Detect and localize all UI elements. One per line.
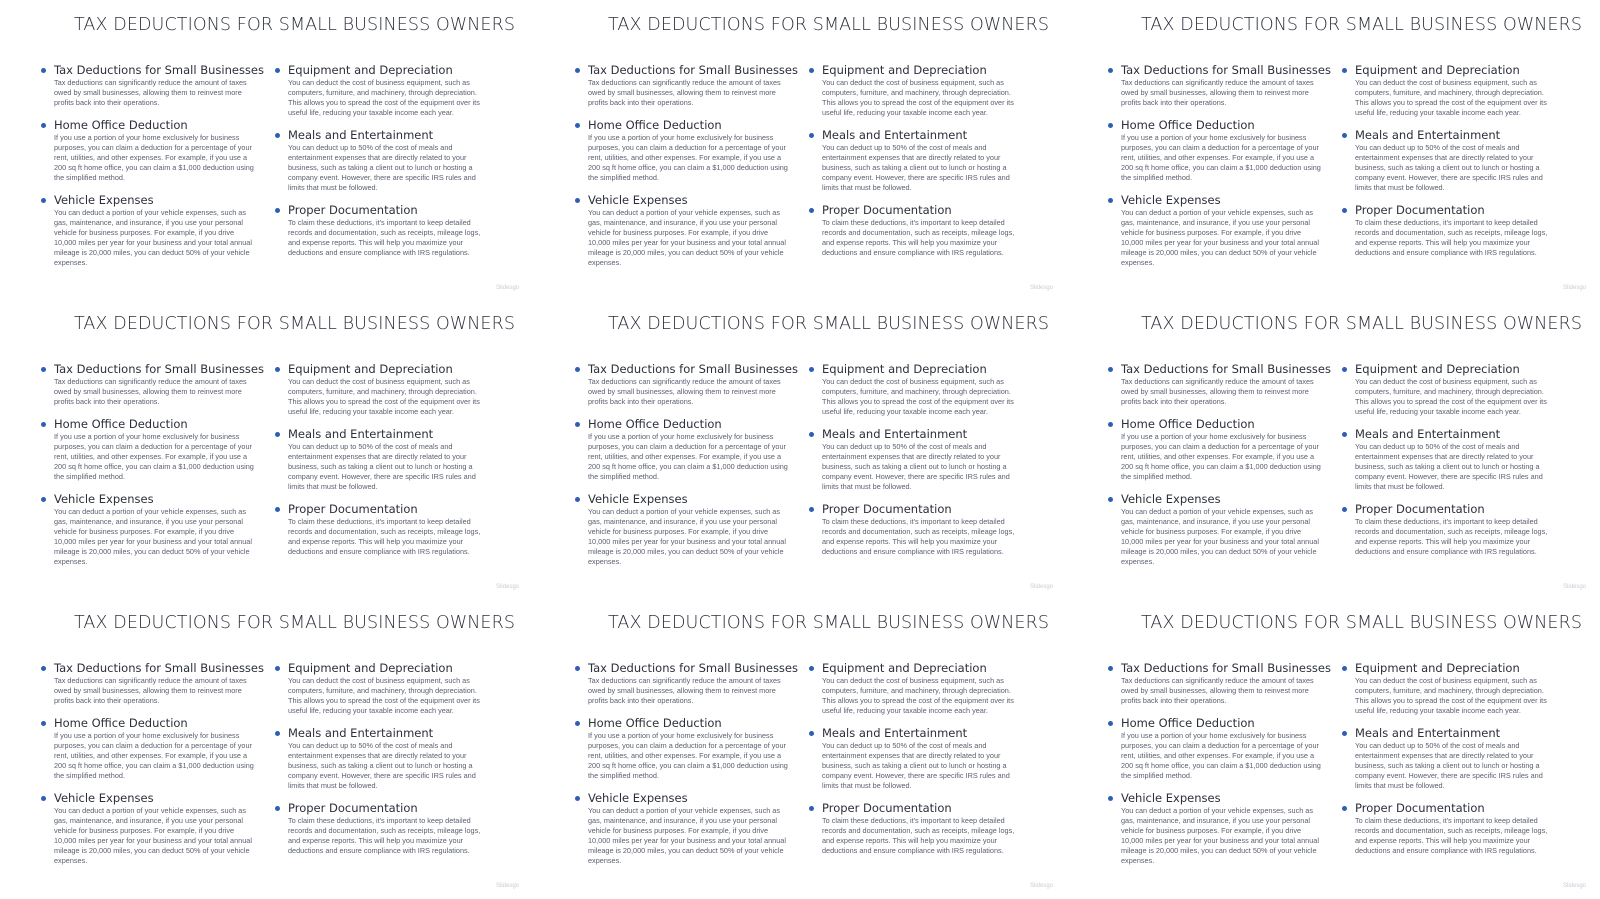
item-heading: Tax Deductions for Small Businesses (54, 661, 264, 675)
bullet-icon (1108, 367, 1113, 372)
item-body: You can deduct a portion of your vehicle expenses, such as gas, maintenance, and insurance, if you use your personal vehicle for business purposes. For example, if you drive 10,000 miles per year for your business and your total annual mileage is 20,000 miles, you can deduct 50% of your vehicle expenses. (588, 806, 786, 865)
item-body: If you use a portion of your home exclusively for business purposes, you can claim a deduction for a percentage of your rent, utilities, and other expenses. For example, if you use a 200 sq ft home office, you can claim a $1,000 deduction using the simplified method. (1121, 432, 1321, 481)
slide-title: TAX DEDUCTIONS FOR SMALL BUSINESS OWNERS (1141, 613, 1583, 633)
bullet-icon (1108, 123, 1113, 128)
bullet-icon (575, 123, 580, 128)
item-heading: Meals and Entertainment (1355, 726, 1501, 740)
left-column (574, 661, 798, 876)
list-item (574, 118, 792, 183)
item-heading: Vehicle Expenses (588, 193, 688, 207)
item-body: Tax deductions can significantly reduce the amount of taxes owed by small businesses, allowing them to reinvest more profits back into their operations. (588, 676, 781, 705)
item-heading: Proper Documentation (288, 203, 418, 217)
list-item (1107, 791, 1325, 866)
item-body: To claim these deductions, it's important to keep detailed records and documentation, such as receipts, mileage logs, and expense reports. This will help you maximize your deductions and ensure compliance with IRS regulations. (1355, 816, 1548, 855)
bullet-icon (1108, 198, 1113, 203)
slide-thumbnail[interactable] (0, 299, 533, 598)
item-body: You can deduct a portion of your vehicle expenses, such as gas, maintenance, and insurance, if you use your personal vehicle for business purposes. For example, if you drive 10,000 miles per year for your business and your total annual mileage is 20,000 miles, you can deduct 50% of your vehicle expenses. (588, 507, 786, 566)
list-item (574, 492, 792, 567)
item-heading: Proper Documentation (822, 502, 952, 516)
watermark-logo: Slidesgo (1029, 883, 1053, 889)
bullet-icon (575, 422, 580, 427)
item-body: If you use a portion of your home exclusively for business purposes, you can claim a deduction for a percentage of your rent, utilities, and other expenses. For example, if you use a 200 sq ft home office, you can claim a $1,000 deduction using the simplified method. (588, 731, 788, 780)
left-column (574, 362, 798, 577)
list-item (274, 502, 492, 557)
item-heading: Tax Deductions for Small Businesses (54, 63, 264, 77)
bullet-icon (41, 422, 46, 427)
item-heading: Meals and Entertainment (288, 726, 434, 740)
left-column (1107, 661, 1331, 876)
slide-thumbnail[interactable] (1067, 0, 1600, 299)
list-item (40, 63, 264, 108)
bullet-icon (809, 666, 814, 671)
list-item (1107, 417, 1325, 482)
item-heading: Home Office Deduction (54, 716, 188, 730)
item-body: You can deduct up to 50% of the cost of meals and entertainment expenses that are directly related to your business, such as taking a client out to lunch or hosting a company event. However, there are specific IRS rules and limits that must be followed. (288, 442, 476, 491)
watermark-logo: Slidesgo (1029, 584, 1053, 590)
item-body: You can deduct a portion of your vehicle expenses, such as gas, maintenance, and insurance, if you use your personal vehicle for business purposes. For example, if you drive 10,000 miles per year for your business and your total annual mileage is 20,000 miles, you can deduct 50% of your vehicle expenses. (588, 208, 786, 267)
left-column (40, 661, 264, 876)
list-item (1341, 801, 1559, 856)
list-item (40, 492, 258, 567)
list-item (40, 791, 258, 866)
item-heading: Home Office Deduction (1121, 716, 1255, 730)
bullet-icon (275, 367, 280, 372)
bullet-icon (1108, 721, 1113, 726)
item-heading: Vehicle Expenses (54, 193, 154, 207)
slide-thumbnail[interactable] (1067, 598, 1600, 897)
list-item (274, 427, 492, 492)
item-body: You can deduct the cost of business equipment, such as computers, furniture, and machinery, through depreciation. This allows you to spread the cost of the equipment over its useful life, reducing your taxable income each year. (822, 78, 1014, 117)
bullet-icon (275, 133, 280, 138)
item-heading: Proper Documentation (288, 502, 418, 516)
watermark-logo: Slidesgo (1562, 883, 1586, 889)
item-body: If you use a portion of your home exclusively for business purposes, you can claim a deduction for a percentage of your rent, utilities, and other expenses. For example, if you use a 200 sq ft home office, you can claim a $1,000 deduction using the simplified method. (54, 432, 254, 481)
item-body: You can deduct the cost of business equipment, such as computers, furniture, and machinery, through depreciation. This allows you to spread the cost of the equipment over its useful life, reducing your taxable income each year. (822, 377, 1014, 416)
right-column (808, 63, 1026, 268)
slide-title: TAX DEDUCTIONS FOR SMALL BUSINESS OWNERS (608, 314, 1050, 334)
item-heading: Tax Deductions for Small Businesses (1121, 661, 1331, 675)
item-body: You can deduct the cost of business equipment, such as computers, furniture, and machinery, through depreciation. This allows you to spread the cost of the equipment over its useful life, reducing your taxable income each year. (288, 78, 480, 117)
watermark-logo: Slidesgo (495, 584, 519, 590)
item-body: If you use a portion of your home exclusively for business purposes, you can claim a deduction for a percentage of your rent, utilities, and other expenses. For example, if you use a 200 sq ft home office, you can claim a $1,000 deduction using the simplified method. (588, 133, 788, 182)
right-column (1341, 661, 1559, 866)
item-heading: Vehicle Expenses (54, 492, 154, 506)
list-item (808, 128, 1026, 193)
bullet-icon (575, 666, 580, 671)
item-body: Tax deductions can significantly reduce the amount of taxes owed by small businesses, allowing them to reinvest more profits back into their operations. (54, 377, 247, 406)
item-heading: Meals and Entertainment (822, 128, 968, 142)
item-heading: Home Office Deduction (588, 417, 722, 431)
slide-thumbnail[interactable] (0, 598, 533, 897)
slide-thumbnail[interactable] (534, 299, 1067, 598)
bullet-icon (1108, 497, 1113, 502)
item-body: If you use a portion of your home exclusively for business purposes, you can claim a deduction for a percentage of your rent, utilities, and other expenses. For example, if you use a 200 sq ft home office, you can claim a $1,000 deduction using the simplified method. (54, 133, 254, 182)
item-heading: Meals and Entertainment (1355, 128, 1501, 142)
item-heading: Home Office Deduction (588, 716, 722, 730)
item-heading: Proper Documentation (822, 801, 952, 815)
item-heading: Meals and Entertainment (288, 128, 434, 142)
list-item (274, 362, 492, 417)
bullet-icon (41, 367, 46, 372)
item-body: You can deduct up to 50% of the cost of meals and entertainment expenses that are directly related to your business, such as taking a client out to lunch or hosting a company event. However, there are specific IRS rules and limits that must be followed. (822, 741, 1010, 790)
item-heading: Tax Deductions for Small Businesses (588, 63, 798, 77)
bullet-icon (41, 666, 46, 671)
list-item (1107, 63, 1331, 108)
bullet-icon (1108, 422, 1113, 427)
item-heading: Equipment and Depreciation (288, 661, 453, 675)
list-item (808, 661, 1026, 716)
item-body: Tax deductions can significantly reduce the amount of taxes owed by small businesses, allowing them to reinvest more profits back into their operations. (588, 377, 781, 406)
list-item (808, 801, 1026, 856)
item-body: You can deduct up to 50% of the cost of meals and entertainment expenses that are directly related to your business, such as taking a client out to lunch or hosting a company event. However, there are specific IRS rules and limits that must be followed. (822, 143, 1010, 192)
list-item (1107, 492, 1325, 567)
slide-title: TAX DEDUCTIONS FOR SMALL BUSINESS OWNERS (1141, 15, 1583, 35)
item-heading: Equipment and Depreciation (822, 661, 987, 675)
slide-title: TAX DEDUCTIONS FOR SMALL BUSINESS OWNERS (1141, 314, 1583, 334)
list-item (808, 502, 1026, 557)
bullet-icon (275, 208, 280, 213)
bullet-icon (41, 796, 46, 801)
bullet-icon (1342, 208, 1347, 213)
item-body: To claim these deductions, it's important to keep detailed records and documentation, such as receipts, mileage logs, and expense reports. This will help you maximize your deductions and ensure compliance with IRS regulations. (1355, 218, 1548, 257)
item-heading: Proper Documentation (1355, 203, 1485, 217)
left-column (574, 63, 798, 278)
item-body: You can deduct a portion of your vehicle expenses, such as gas, maintenance, and insurance, if you use your personal vehicle for business purposes. For example, if you drive 10,000 miles per year for your business and your total annual mileage is 20,000 miles, you can deduct 50% of your vehicle expenses. (1121, 507, 1319, 566)
item-heading: Equipment and Depreciation (1355, 362, 1520, 376)
bullet-icon (809, 731, 814, 736)
bullet-icon (275, 432, 280, 437)
list-item (808, 203, 1026, 258)
bullet-icon (1342, 367, 1347, 372)
bullet-icon (809, 367, 814, 372)
bullet-icon (809, 507, 814, 512)
list-item (574, 417, 792, 482)
list-item (1341, 502, 1559, 557)
list-item (808, 63, 1026, 118)
item-body: To claim these deductions, it's important to keep detailed records and documentation, such as receipts, mileage logs, and expense reports. This will help you maximize your deductions and ensure compliance with IRS regulations. (288, 816, 481, 855)
item-heading: Equipment and Depreciation (1355, 661, 1520, 675)
item-body: You can deduct a portion of your vehicle expenses, such as gas, maintenance, and insurance, if you use your personal vehicle for business purposes. For example, if you drive 10,000 miles per year for your business and your total annual mileage is 20,000 miles, you can deduct 50% of your vehicle expenses. (54, 806, 252, 865)
bullet-icon (1342, 731, 1347, 736)
bullet-icon (275, 68, 280, 73)
item-body: Tax deductions can significantly reduce the amount of taxes owed by small businesses, allowing them to reinvest more profits back into their operations. (588, 78, 781, 107)
item-body: To claim these deductions, it's important to keep detailed records and documentation, such as receipts, mileage logs, and expense reports. This will help you maximize your deductions and ensure compliance with IRS regulations. (822, 218, 1015, 257)
item-heading: Vehicle Expenses (1121, 193, 1221, 207)
right-column (808, 362, 1026, 567)
item-body: To claim these deductions, it's important to keep detailed records and documentation, such as receipts, mileage logs, and expense reports. This will help you maximize your deductions and ensure compliance with IRS regulations. (822, 517, 1015, 556)
left-column (40, 362, 264, 577)
item-heading: Home Office Deduction (588, 118, 722, 132)
watermark-logo: Slidesgo (495, 883, 519, 889)
item-body: You can deduct up to 50% of the cost of meals and entertainment expenses that are directly related to your business, such as taking a client out to lunch or hosting a company event. However, there are specific IRS rules and limits that must be followed. (1355, 741, 1543, 790)
item-heading: Vehicle Expenses (1121, 791, 1221, 805)
item-body: You can deduct the cost of business equipment, such as computers, furniture, and machinery, through depreciation. This allows you to spread the cost of the equipment over its useful life, reducing your taxable income each year. (288, 676, 480, 715)
list-item (1107, 661, 1331, 706)
bullet-icon (809, 806, 814, 811)
list-item (574, 791, 792, 866)
item-body: You can deduct up to 50% of the cost of meals and entertainment expenses that are directly related to your business, such as taking a client out to lunch or hosting a company event. However, there are specific IRS rules and limits that must be followed. (1355, 442, 1543, 491)
bullet-icon (575, 721, 580, 726)
item-body: You can deduct up to 50% of the cost of meals and entertainment expenses that are directly related to your business, such as taking a client out to lunch or hosting a company event. However, there are specific IRS rules and limits that must be followed. (288, 741, 476, 790)
item-body: You can deduct a portion of your vehicle expenses, such as gas, maintenance, and insurance, if you use your personal vehicle for business purposes. For example, if you drive 10,000 miles per year for your business and your total annual mileage is 20,000 miles, you can deduct 50% of your vehicle expenses. (54, 208, 252, 267)
bullet-icon (809, 68, 814, 73)
slide-title: TAX DEDUCTIONS FOR SMALL BUSINESS OWNERS (74, 613, 516, 633)
right-column (274, 661, 492, 866)
item-body: You can deduct the cost of business equipment, such as computers, furniture, and machinery, through depreciation. This allows you to spread the cost of the equipment over its useful life, reducing your taxable income each year. (822, 676, 1014, 715)
left-column (40, 63, 264, 278)
list-item (40, 193, 258, 268)
bullet-icon (1108, 796, 1113, 801)
slide-thumbnail[interactable] (534, 0, 1067, 299)
left-column (1107, 362, 1331, 577)
right-column (1341, 63, 1559, 268)
bullet-icon (41, 123, 46, 128)
item-heading: Meals and Entertainment (822, 427, 968, 441)
item-heading: Equipment and Depreciation (822, 362, 987, 376)
list-item (808, 427, 1026, 492)
bullet-icon (41, 497, 46, 502)
bullet-icon (575, 367, 580, 372)
item-body: You can deduct up to 50% of the cost of meals and entertainment expenses that are directly related to your business, such as taking a client out to lunch or hosting a company event. However, there are specific IRS rules and limits that must be followed. (288, 143, 476, 192)
item-heading: Meals and Entertainment (1355, 427, 1501, 441)
item-heading: Proper Documentation (288, 801, 418, 815)
item-heading: Equipment and Depreciation (822, 63, 987, 77)
list-item (274, 63, 492, 118)
item-heading: Tax Deductions for Small Businesses (1121, 362, 1331, 376)
item-heading: Vehicle Expenses (1121, 492, 1221, 506)
list-item (274, 801, 492, 856)
item-body: To claim these deductions, it's important to keep detailed records and documentation, such as receipts, mileage logs, and expense reports. This will help you maximize your deductions and ensure compliance with IRS regulations. (288, 517, 481, 556)
list-item (808, 726, 1026, 791)
list-item (40, 716, 258, 781)
list-item (1341, 661, 1559, 716)
right-column (274, 362, 492, 567)
item-body: You can deduct the cost of business equipment, such as computers, furniture, and machinery, through depreciation. This allows you to spread the cost of the equipment over its useful life, reducing your taxable income each year. (1355, 676, 1547, 715)
item-heading: Tax Deductions for Small Businesses (54, 362, 264, 376)
item-heading: Tax Deductions for Small Businesses (588, 362, 798, 376)
list-item (574, 716, 792, 781)
list-item (574, 63, 798, 108)
item-body: You can deduct the cost of business equipment, such as computers, furniture, and machinery, through depreciation. This allows you to spread the cost of the equipment over its useful life, reducing your taxable income each year. (288, 377, 480, 416)
list-item (574, 193, 792, 268)
bullet-icon (809, 133, 814, 138)
bullet-icon (275, 731, 280, 736)
list-item (1107, 193, 1325, 268)
list-item (1107, 362, 1331, 407)
item-heading: Home Office Deduction (54, 417, 188, 431)
bullet-icon (809, 208, 814, 213)
item-heading: Vehicle Expenses (588, 492, 688, 506)
item-body: You can deduct a portion of your vehicle expenses, such as gas, maintenance, and insurance, if you use your personal vehicle for business purposes. For example, if you drive 10,000 miles per year for your business and your total annual mileage is 20,000 miles, you can deduct 50% of your vehicle expenses. (1121, 806, 1319, 865)
watermark-logo: Slidesgo (1562, 584, 1586, 590)
list-item (274, 128, 492, 193)
bullet-icon (575, 68, 580, 73)
item-body: Tax deductions can significantly reduce the amount of taxes owed by small businesses, allowing them to reinvest more profits back into their operations. (1121, 78, 1314, 107)
slide-thumbnail[interactable] (1067, 299, 1600, 598)
slide-title: TAX DEDUCTIONS FOR SMALL BUSINESS OWNERS (74, 15, 516, 35)
item-body: You can deduct a portion of your vehicle expenses, such as gas, maintenance, and insurance, if you use your personal vehicle for business purposes. For example, if you drive 10,000 miles per year for your business and your total annual mileage is 20,000 miles, you can deduct 50% of your vehicle expenses. (54, 507, 252, 566)
item-heading: Proper Documentation (1355, 801, 1485, 815)
item-heading: Home Office Deduction (54, 118, 188, 132)
bullet-icon (1342, 507, 1347, 512)
bullet-icon (575, 198, 580, 203)
bullet-icon (275, 806, 280, 811)
item-heading: Tax Deductions for Small Businesses (588, 661, 798, 675)
left-column (1107, 63, 1331, 278)
right-column (808, 661, 1026, 866)
slide-title: TAX DEDUCTIONS FOR SMALL BUSINESS OWNERS (608, 613, 1050, 633)
list-item (274, 726, 492, 791)
item-heading: Proper Documentation (1355, 502, 1485, 516)
item-body: You can deduct a portion of your vehicle expenses, such as gas, maintenance, and insurance, if you use your personal vehicle for business purposes. For example, if you drive 10,000 miles per year for your business and your total annual mileage is 20,000 miles, you can deduct 50% of your vehicle expenses. (1121, 208, 1319, 267)
bullet-icon (1342, 806, 1347, 811)
list-item (1341, 63, 1559, 118)
list-item (808, 362, 1026, 417)
item-body: You can deduct the cost of business equipment, such as computers, furniture, and machinery, through depreciation. This allows you to spread the cost of the equipment over its useful life, reducing your taxable income each year. (1355, 78, 1547, 117)
bullet-icon (1108, 666, 1113, 671)
watermark-logo: Slidesgo (1562, 285, 1586, 291)
item-body: You can deduct up to 50% of the cost of meals and entertainment expenses that are directly related to your business, such as taking a client out to lunch or hosting a company event. However, there are specific IRS rules and limits that must be followed. (1355, 143, 1543, 192)
item-body: Tax deductions can significantly reduce the amount of taxes owed by small businesses, allowing them to reinvest more profits back into their operations. (1121, 377, 1314, 406)
bullet-icon (1342, 68, 1347, 73)
list-item (274, 203, 492, 258)
bullet-icon (41, 68, 46, 73)
item-heading: Equipment and Depreciation (288, 362, 453, 376)
watermark-logo: Slidesgo (495, 285, 519, 291)
item-heading: Vehicle Expenses (588, 791, 688, 805)
item-heading: Equipment and Depreciation (288, 63, 453, 77)
item-heading: Equipment and Depreciation (1355, 63, 1520, 77)
list-item (40, 362, 264, 407)
item-heading: Home Office Deduction (1121, 118, 1255, 132)
item-heading: Proper Documentation (822, 203, 952, 217)
slide-thumbnail[interactable] (534, 598, 1067, 897)
item-body: To claim these deductions, it's important to keep detailed records and documentation, such as receipts, mileage logs, and expense reports. This will help you maximize your deductions and ensure compliance with IRS regulations. (822, 816, 1015, 855)
item-body: If you use a portion of your home exclusively for business purposes, you can claim a deduction for a percentage of your rent, utilities, and other expenses. For example, if you use a 200 sq ft home office, you can claim a $1,000 deduction using the simplified method. (1121, 133, 1321, 182)
item-body: You can deduct the cost of business equipment, such as computers, furniture, and machinery, through depreciation. This allows you to spread the cost of the equipment over its useful life, reducing your taxable income each year. (1355, 377, 1547, 416)
bullet-icon (41, 721, 46, 726)
list-item (1341, 362, 1559, 417)
bullet-icon (809, 432, 814, 437)
list-item (1341, 427, 1559, 492)
slide-title: TAX DEDUCTIONS FOR SMALL BUSINESS OWNERS (74, 314, 516, 334)
item-heading: Home Office Deduction (1121, 417, 1255, 431)
watermark-logo: Slidesgo (1029, 285, 1053, 291)
item-heading: Meals and Entertainment (822, 726, 968, 740)
bullet-icon (575, 497, 580, 502)
item-body: If you use a portion of your home exclusively for business purposes, you can claim a deduction for a percentage of your rent, utilities, and other expenses. For example, if you use a 200 sq ft home office, you can claim a $1,000 deduction using the simplified method. (588, 432, 788, 481)
item-body: Tax deductions can significantly reduce the amount of taxes owed by small businesses, allowing them to reinvest more profits back into their operations. (54, 78, 247, 107)
bullet-icon (275, 507, 280, 512)
item-body: Tax deductions can significantly reduce the amount of taxes owed by small businesses, allowing them to reinvest more profits back into their operations. (54, 676, 247, 705)
list-item (40, 118, 258, 183)
right-column (274, 63, 492, 268)
list-item (1341, 726, 1559, 791)
bullet-icon (1342, 133, 1347, 138)
list-item (274, 661, 492, 716)
item-body: To claim these deductions, it's important to keep detailed records and documentation, such as receipts, mileage logs, and expense reports. This will help you maximize your deductions and ensure compliance with IRS regulations. (1355, 517, 1548, 556)
list-item (574, 661, 798, 706)
list-item (1107, 118, 1325, 183)
item-heading: Meals and Entertainment (288, 427, 434, 441)
item-heading: Tax Deductions for Small Businesses (1121, 63, 1331, 77)
item-body: If you use a portion of your home exclusively for business purposes, you can claim a deduction for a percentage of your rent, utilities, and other expenses. For example, if you use a 200 sq ft home office, you can claim a $1,000 deduction using the simplified method. (54, 731, 254, 780)
bullet-icon (1342, 666, 1347, 671)
item-body: You can deduct up to 50% of the cost of meals and entertainment expenses that are directly related to your business, such as taking a client out to lunch or hosting a company event. However, there are specific IRS rules and limits that must be followed. (822, 442, 1010, 491)
bullet-icon (1342, 432, 1347, 437)
slide-thumbnail[interactable] (0, 0, 533, 299)
item-body: Tax deductions can significantly reduce the amount of taxes owed by small businesses, allowing them to reinvest more profits back into their operations. (1121, 676, 1314, 705)
bullet-icon (275, 666, 280, 671)
bullet-icon (575, 796, 580, 801)
slide-title: TAX DEDUCTIONS FOR SMALL BUSINESS OWNERS (608, 15, 1050, 35)
list-item (574, 362, 798, 407)
bullet-icon (1108, 68, 1113, 73)
list-item (1341, 128, 1559, 193)
right-column (1341, 362, 1559, 567)
list-item (40, 661, 264, 706)
list-item (1341, 203, 1559, 258)
bullet-icon (41, 198, 46, 203)
item-body: If you use a portion of your home exclusively for business purposes, you can claim a deduction for a percentage of your rent, utilities, and other expenses. For example, if you use a 200 sq ft home office, you can claim a $1,000 deduction using the simplified method. (1121, 731, 1321, 780)
item-body: To claim these deductions, it's important to keep detailed records and documentation, such as receipts, mileage logs, and expense reports. This will help you maximize your deductions and ensure compliance with IRS regulations. (288, 218, 481, 257)
item-heading: Vehicle Expenses (54, 791, 154, 805)
list-item (40, 417, 258, 482)
list-item (1107, 716, 1325, 781)
